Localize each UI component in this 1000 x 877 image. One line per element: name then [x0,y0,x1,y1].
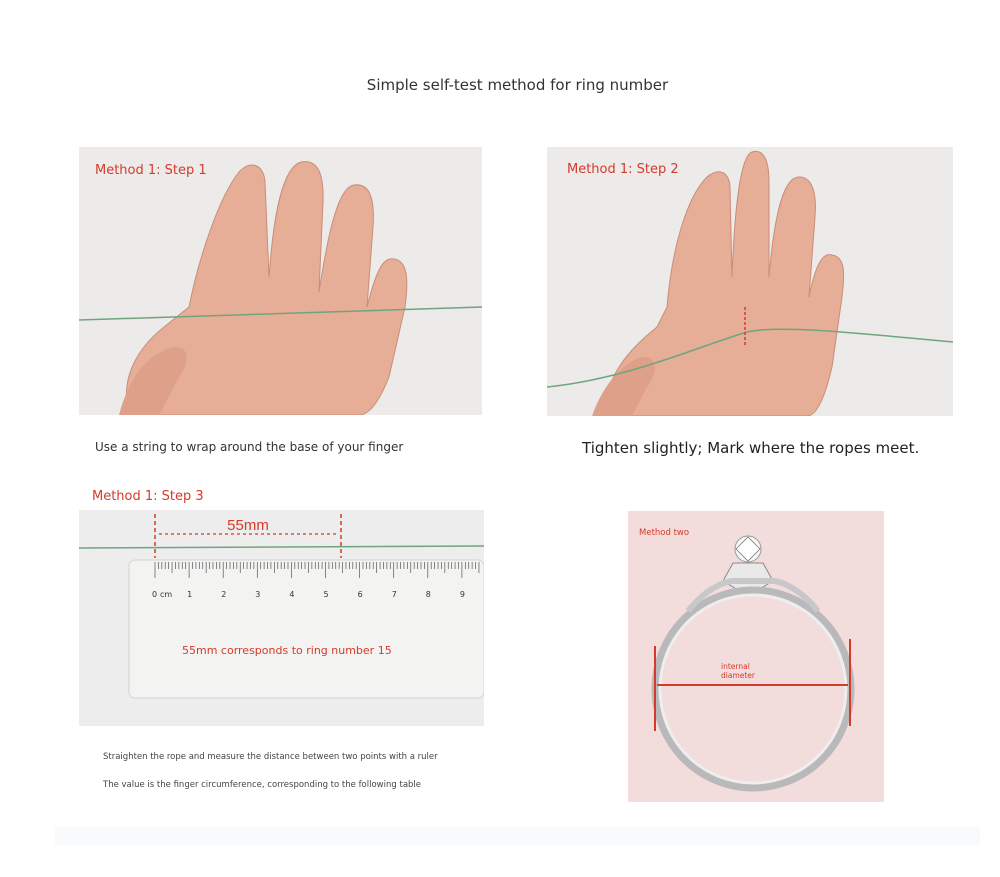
diameter-label-line2: diameter [721,671,755,680]
ruler-unit: cm [160,590,173,599]
step3-caption-line1: Straighten the rope and measure the distance between two points with a ruler [103,752,438,762]
measure-label: 55mm [227,517,269,534]
ruler-number: 5 [323,590,329,599]
ruler-number: 1 [187,590,193,599]
ruler-number: 9 [459,590,465,599]
step1-label: Method 1: Step 1 [95,163,207,178]
ruler-number: 7 [391,590,397,599]
ruler-number: 3 [255,590,261,599]
ruler-number: 2 [221,590,227,599]
step2-photo [547,147,953,416]
step2-caption: Tighten slightly; Mark where the ropes meet. [582,439,920,457]
step3-caption-line2: The value is the finger circumference, corresponding to the following table [103,780,422,790]
step2-label: Method 1: Step 2 [567,162,679,177]
ruler-number: 0 [152,590,158,599]
step3-label: Method 1: Step 3 [92,489,204,504]
method2-panel [628,511,884,802]
page-title: Simple self-test method for ring number [366,76,669,94]
footer-band [55,826,980,846]
step1-photo [79,147,482,415]
ruler-number: 4 [289,590,295,599]
diameter-label-line1: internal [721,662,750,671]
ruler-number: 6 [357,590,363,599]
ruler-number: 8 [425,590,431,599]
step3-note: 55mm corresponds to ring number 15 [182,644,392,657]
step3-photo [79,510,484,726]
method2-label: Method two [639,528,690,538]
step1-caption: Use a string to wrap around the base of your finger [95,440,404,454]
